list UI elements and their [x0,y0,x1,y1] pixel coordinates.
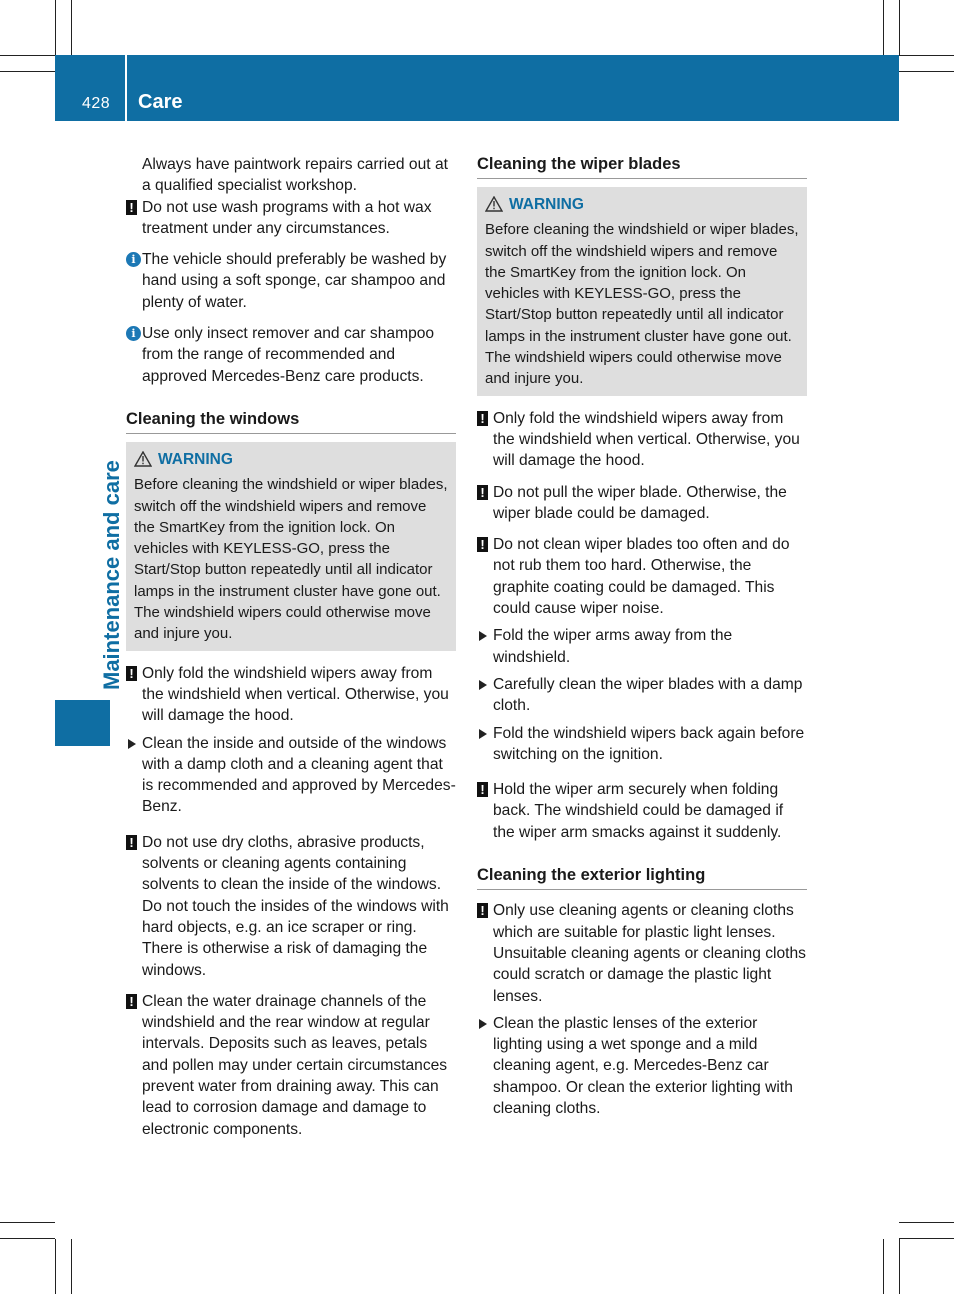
note-item [477,482,807,525]
warning-label: WARNING [509,196,584,214]
step-item [477,1013,807,1119]
step-item [477,723,807,766]
crop-mark [55,0,56,55]
note-text: Do not use wash programs with a hot wax treatment under any circumstances. [142,198,432,237]
section-heading-windows: Cleaning the windows [126,409,456,434]
page-title: Care [138,91,183,113]
note-text: Only fold the windshield wipers away from the windshield when vertical. Otherwise, you will damage the hood. [493,409,800,470]
warning-box [477,187,807,395]
info-item [126,249,456,313]
warning-triangle-icon [134,451,152,467]
step-arrow-icon [479,631,487,641]
left-column [126,154,456,1150]
section-tab [55,700,110,746]
note-item [126,663,456,727]
step-text: Fold the wiper arms away from the windshield. [493,627,733,666]
info-icon: i [126,252,141,267]
step-arrow-icon [479,680,487,690]
crop-mark [899,55,954,56]
step-text: Fold the windshield wipers back again before switching on the ignition. [493,724,805,763]
crop-mark [0,1238,55,1239]
note-item [477,900,807,1006]
info-item [126,323,456,387]
warning-text: Before cleaning the windshield or wiper blades, switch off the windshield wipers and remove the SmartKey from the ignition lock. On vehicles with KEYLESS-GO, press the Start/Stop button repeatedly until all indicator lamps in the instrument cluster have gone out. The windshield wipers could otherwise move and injure you. [485,221,799,388]
info-text: Use only insect remover and car shampoo from the range of recommended and approved Mercedes-Benz care products. [142,325,435,385]
crop-mark [899,71,954,72]
note-text: Do not use dry cloths, abrasive products, solvents or cleaning agents containing solvents to clean the inside of the windows. Do not touch the insides of the windows with hard objects, e.g. an ice scraper or ring. There is otherwise a risk of damaging the windows. [142,833,449,979]
exclamation-icon: ! [126,200,137,215]
section-heading-wipers: Cleaning the wiper blades [477,154,807,179]
crop-mark [899,1239,900,1294]
right-column [477,154,807,1125]
section-heading-lighting: Cleaning the exterior lighting [477,865,807,890]
note-text: Only fold the windshield wipers away from the windshield when vertical. Otherwise, you will damage the hood. [142,664,449,725]
note-item [477,408,807,472]
crop-mark [0,71,55,72]
header-divider [125,55,127,121]
exclamation-icon: ! [126,666,137,681]
page-number: 428 [82,95,111,112]
crop-mark [899,1222,954,1223]
note-text: Hold the wiper arm securely when folding back. The windshield could be damaged if the wiper arm smacks against it suddenly. [493,781,784,841]
exclamation-icon: ! [477,537,488,552]
crop-mark [71,0,72,55]
section-side-title: Maintenance and care [99,460,124,690]
intro-text: Always have paintwork repairs carried out at a qualified specialist workshop. [142,156,448,195]
crop-mark [0,1222,55,1223]
step-text: Clean the plastic lenses of the exterior lighting using a wet sponge and a mild cleaning agent, e.g. Mercedes-Benz car shampoo. Or clean the exterior lighting with cleaning cloths. [493,1014,793,1117]
info-icon: i [126,326,141,341]
step-text: Clean the inside and outside of the windows with a damp cloth and a cleaning agent that is recommended and approved by Mercedes-Benz. [142,734,456,816]
note-text: Only use cleaning agents or cleaning cloths which are suitable for plastic light lenses. Unsuitable cleaning agents or cleaning cloths could scratch or damage the plastic light lenses. [493,902,806,1005]
info-text: The vehicle should preferably be washed by hand using a soft sponge, car shampoo and plenty of water. [142,251,447,311]
note-item [126,832,456,981]
warning-header [134,450,448,470]
note-item [477,534,807,619]
warning-text: Before cleaning the windshield or wiper blades, switch off the windshield wipers and remove the SmartKey from the ignition lock. On vehicles with KEYLESS-GO, press the Start/Stop button repeatedly until all indicator lamps in the instrument cluster have gone out. The windshield wipers could otherwise move and injure you. [134,476,448,643]
step-item [477,674,807,717]
warning-header [485,195,799,215]
note-item [477,779,807,843]
step-item [477,625,807,668]
exclamation-icon: ! [477,411,488,426]
step-arrow-icon [479,1019,487,1029]
exclamation-icon: ! [126,994,137,1009]
step-text: Carefully clean the wiper blades with a damp cloth. [493,675,803,715]
note-text: Do not clean wiper blades too often and do not rub them too hard. Otherwise, the graphite coating could be damaged. This could cause wiper noise. [493,536,790,618]
exclamation-icon: ! [126,835,137,850]
note-text: Do not pull the wiper blade. Otherwise, the wiper blade could be damaged. [493,483,787,522]
note-item [126,991,456,1140]
crop-mark [883,0,884,55]
crop-mark [883,1239,884,1294]
step-arrow-icon [479,729,487,739]
exclamation-icon: ! [477,903,488,918]
crop-mark [71,1239,72,1294]
crop-mark [55,1239,56,1294]
warning-label: WARNING [158,451,233,469]
warning-triangle-icon [485,196,503,212]
note-text: Clean the water drainage channels of the windshield and the rear window at regular intervals. Deposits such as leaves, petals and pollen may under certain circumstances prevent water from draining away. This can lead to corrosion damage and damage to electronic components. [142,992,448,1138]
exclamation-icon: ! [477,485,488,500]
crop-mark [899,1238,954,1239]
note-item [126,197,456,240]
exclamation-icon: ! [477,782,488,797]
step-item [126,733,456,818]
crop-mark [899,0,900,55]
step-arrow-icon [128,739,136,749]
warning-box [126,442,456,650]
crop-mark [0,55,55,56]
